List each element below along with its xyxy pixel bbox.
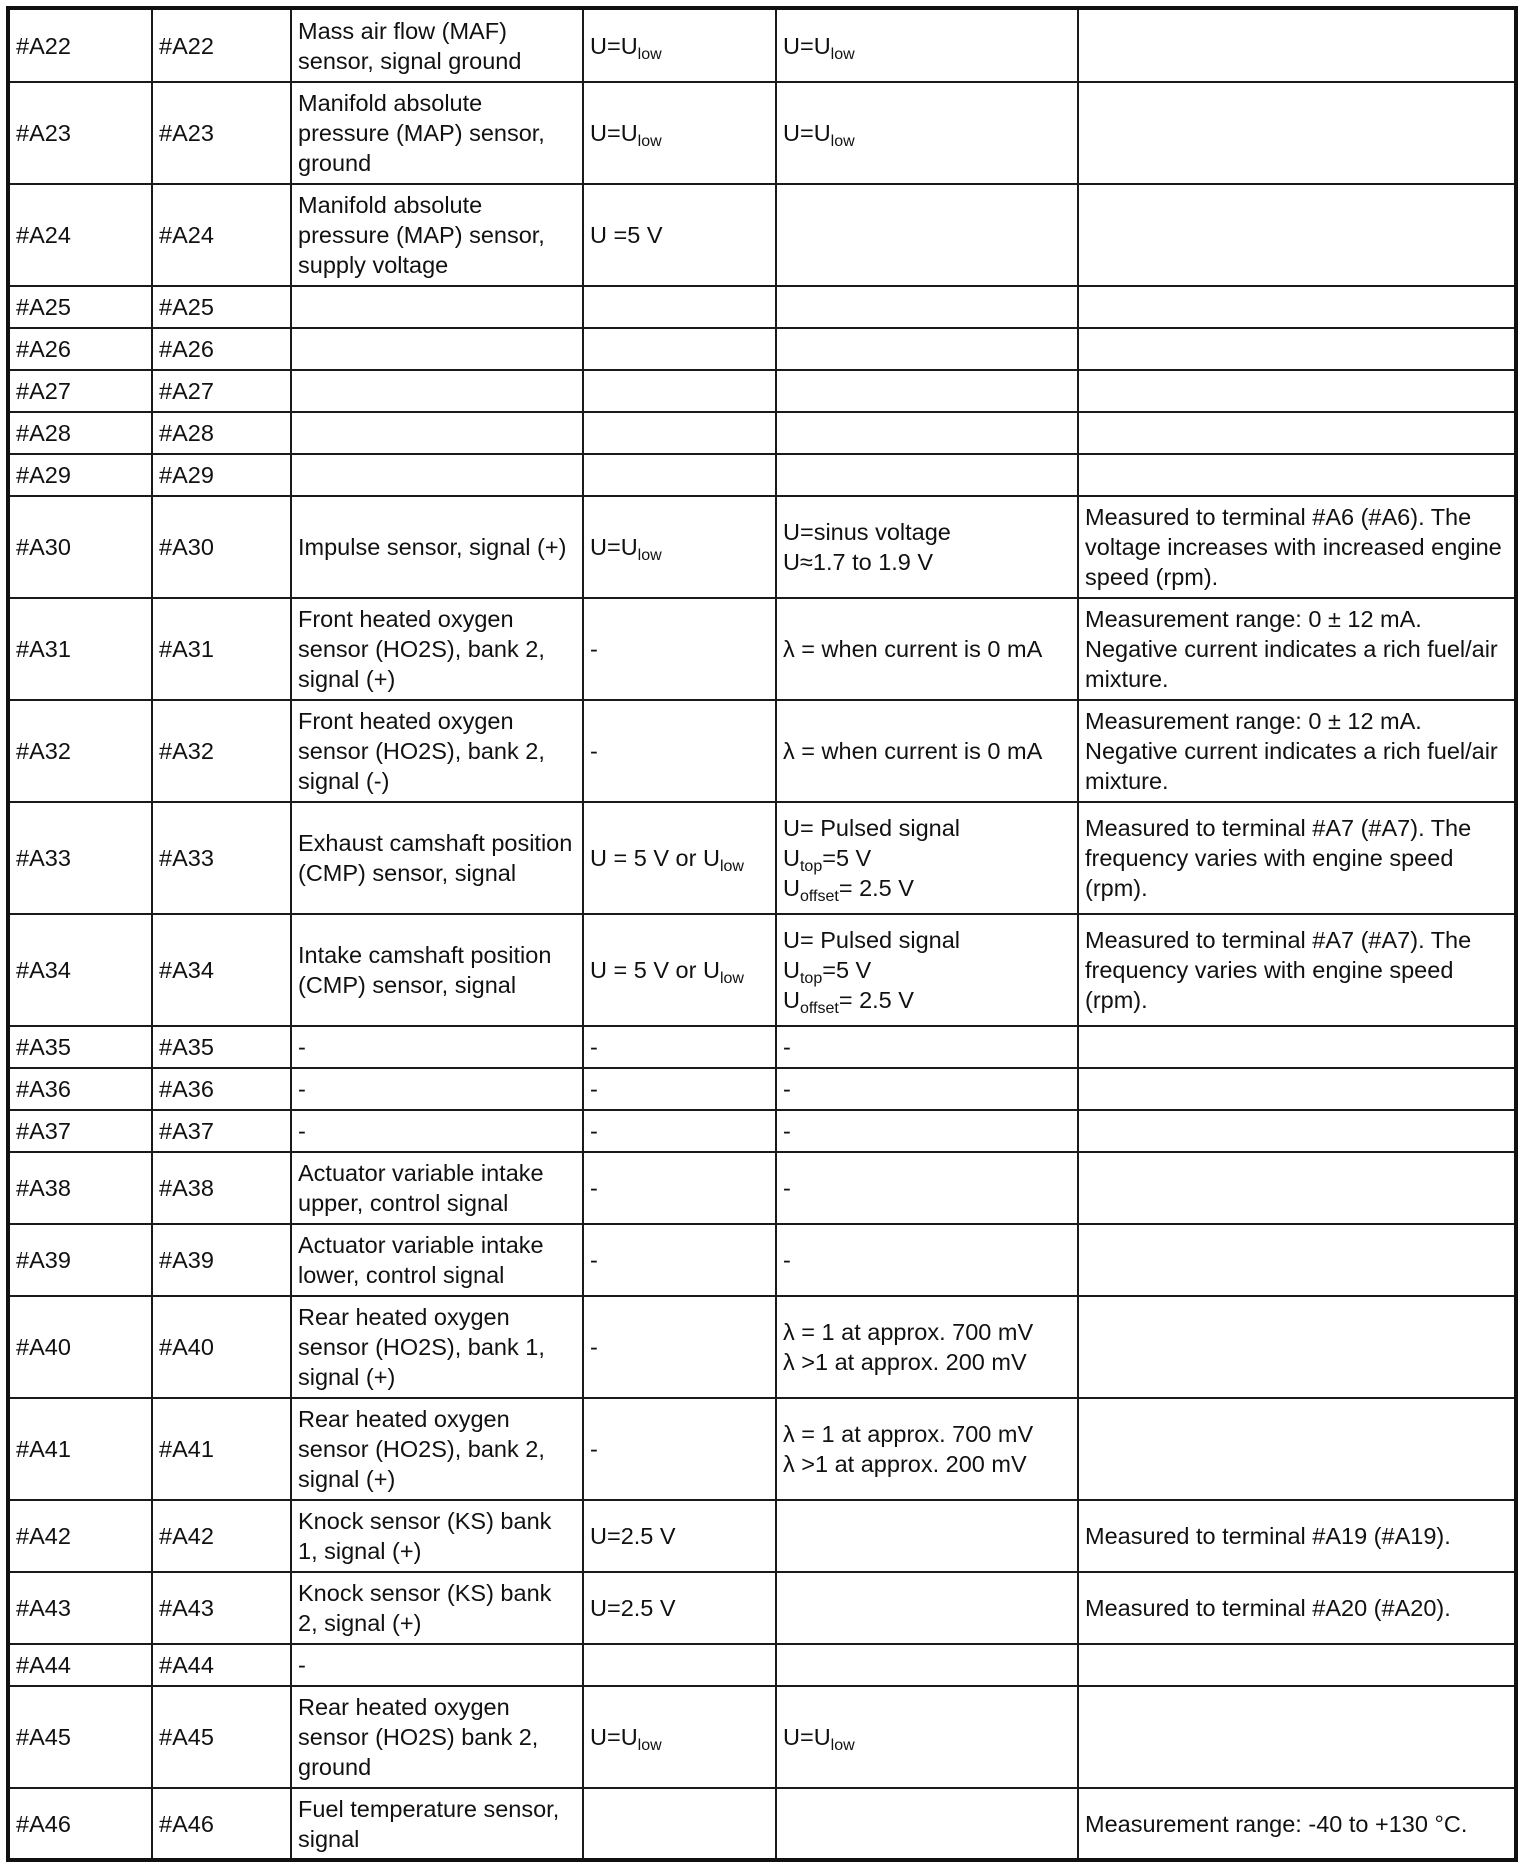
value-text: U	[783, 957, 800, 983]
subscript-text: low	[719, 970, 744, 987]
value-text: -	[590, 1247, 598, 1273]
condition-2-cell	[776, 8, 1078, 82]
pin-a-cell: #A25	[8, 286, 152, 328]
condition-2-cell	[776, 496, 1078, 598]
table-row	[8, 412, 1516, 454]
table-row	[8, 598, 1516, 700]
subscript-text: top	[799, 970, 823, 987]
comment-cell: Measured to terminal #A6 (#A6). The voltage increases with increased engine speed (rpm).	[1078, 496, 1516, 598]
description-cell: Manifold absolute pressure (MAP) sensor, ground	[291, 82, 583, 184]
table-row	[8, 1398, 1516, 1500]
comment-cell	[1078, 1296, 1516, 1398]
condition-1-cell	[583, 1500, 776, 1572]
description-cell: Front heated oxygen sensor (HO2S), bank 2, signal (+)	[291, 598, 583, 700]
value-text: λ = 1 at approx. 700 mV	[783, 1421, 1034, 1447]
condition-line	[783, 1074, 1071, 1104]
pin-b-cell: #A36	[152, 1068, 291, 1110]
comment-cell: Measured to terminal #A7 (#A7). The frequency varies with engine speed (rpm).	[1078, 802, 1516, 914]
condition-2-cell	[776, 598, 1078, 700]
condition-1-cell	[583, 184, 776, 286]
value-text: -	[590, 738, 598, 764]
condition-1-cell	[583, 1110, 776, 1152]
condition-2-cell	[776, 286, 1078, 328]
subscript-text: low	[830, 45, 855, 63]
description-cell: Actuator variable intake lower, control signal	[291, 1224, 583, 1296]
pin-a-cell: #A34	[8, 914, 152, 1026]
condition-2-cell	[776, 1572, 1078, 1644]
condition-1-cell	[583, 700, 776, 802]
condition-1-cell	[583, 1296, 776, 1398]
condition-2-cell	[776, 1788, 1078, 1860]
condition-1-cell	[583, 598, 776, 700]
value-text: λ = when current is 0 mA	[783, 636, 1043, 662]
pin-a-cell: #A43	[8, 1572, 152, 1644]
condition-2-cell	[776, 454, 1078, 496]
description-cell: Actuator variable intake upper, control signal	[291, 1152, 583, 1224]
pin-b-cell: #A28	[152, 412, 291, 454]
pin-a-cell: #A36	[8, 1068, 152, 1110]
condition-line	[783, 813, 1071, 843]
table-row	[8, 1686, 1516, 1788]
value-text: -	[783, 1034, 791, 1060]
pin-b-cell: #A29	[152, 454, 291, 496]
pin-b-cell: #A43	[152, 1572, 291, 1644]
condition-2-cell	[776, 1026, 1078, 1068]
condition-1-cell	[583, 496, 776, 598]
condition-1-cell	[583, 1398, 776, 1500]
pin-b-cell: #A25	[152, 286, 291, 328]
comment-cell	[1078, 412, 1516, 454]
value-text: U	[783, 875, 800, 901]
pin-b-cell: #A27	[152, 370, 291, 412]
comment-cell	[1078, 286, 1516, 328]
value-text: =5 V	[822, 845, 872, 871]
pin-b-cell: #A30	[152, 496, 291, 598]
condition-line	[783, 1173, 1071, 1203]
description-cell: Mass air flow (MAF) sensor, signal ground	[291, 8, 583, 82]
value-text: λ >1 at approx. 200 mV	[783, 1451, 1027, 1477]
description-cell: Front heated oxygen sensor (HO2S), bank 2, signal (-)	[291, 700, 583, 802]
pin-a-cell: #A30	[8, 496, 152, 598]
table-row	[8, 1296, 1516, 1398]
condition-line	[783, 1317, 1071, 1347]
comment-cell	[1078, 1026, 1516, 1068]
condition-2-cell	[776, 370, 1078, 412]
value-text: -	[590, 1118, 598, 1144]
condition-1-cell	[583, 370, 776, 412]
pin-a-cell: #A44	[8, 1644, 152, 1686]
table-row	[8, 1500, 1516, 1572]
condition-line	[783, 985, 1071, 1015]
comment-cell	[1078, 1110, 1516, 1152]
condition-line	[783, 517, 1071, 547]
pin-b-cell: #A39	[152, 1224, 291, 1296]
value-text: U = 5 V or U	[590, 957, 720, 983]
table-row	[8, 184, 1516, 286]
condition-2-cell	[776, 184, 1078, 286]
subscript-text: offset	[799, 888, 839, 905]
description-cell: Manifold absolute pressure (MAP) sensor, supply voltage	[291, 184, 583, 286]
condition-line	[783, 118, 1071, 148]
condition-line	[783, 1722, 1071, 1752]
description-cell: Rear heated oxygen sensor (HO2S) bank 2, ground	[291, 1686, 583, 1788]
condition-1-cell	[583, 1644, 776, 1686]
table-row	[8, 1110, 1516, 1152]
comment-cell: Measured to terminal #A20 (#A20).	[1078, 1572, 1516, 1644]
condition-1-cell	[583, 328, 776, 370]
description-cell: Exhaust camshaft position (CMP) sensor, signal	[291, 802, 583, 914]
condition-line	[783, 1116, 1071, 1146]
condition-2-cell	[776, 700, 1078, 802]
comment-cell: Measurement range: 0 ± 12 mA. Negative current indicates a rich fuel/air mixture.	[1078, 598, 1516, 700]
comment-cell: Measured to terminal #A7 (#A7). The frequency varies with engine speed (rpm).	[1078, 914, 1516, 1026]
comment-cell	[1078, 1686, 1516, 1788]
pin-a-cell: #A37	[8, 1110, 152, 1152]
condition-2-cell	[776, 412, 1078, 454]
pin-b-cell: #A37	[152, 1110, 291, 1152]
comment-cell	[1078, 8, 1516, 82]
condition-2-cell	[776, 82, 1078, 184]
comment-cell	[1078, 370, 1516, 412]
table-row	[8, 496, 1516, 598]
value-text: U≈1.7 to 1.9 V	[783, 549, 934, 575]
value-text: U=U	[590, 32, 638, 59]
table-row	[8, 286, 1516, 328]
description-cell: -	[291, 1110, 583, 1152]
table-row	[8, 370, 1516, 412]
pin-b-cell: #A41	[152, 1398, 291, 1500]
condition-1-cell	[583, 454, 776, 496]
table-row	[8, 1068, 1516, 1110]
pin-b-cell: #A31	[152, 598, 291, 700]
description-cell	[291, 454, 583, 496]
description-cell	[291, 370, 583, 412]
description-cell: -	[291, 1068, 583, 1110]
comment-cell: Measurement range: -40 to +130 °C.	[1078, 1788, 1516, 1860]
description-cell: Knock sensor (KS) bank 2, signal (+)	[291, 1572, 583, 1644]
comment-cell	[1078, 454, 1516, 496]
description-cell: Rear heated oxygen sensor (HO2S), bank 1, signal (+)	[291, 1296, 583, 1398]
pin-a-cell: #A29	[8, 454, 152, 496]
condition-2-cell	[776, 1152, 1078, 1224]
value-text: U =5 V	[590, 222, 663, 248]
condition-line	[783, 925, 1071, 955]
condition-2-cell	[776, 1500, 1078, 1572]
value-text: = 2.5 V	[838, 875, 914, 901]
subscript-text: low	[830, 1737, 855, 1754]
value-text: U=2.5 V	[590, 1523, 676, 1549]
pinout-table	[6, 6, 1518, 1862]
value-text: U = 5 V or U	[590, 845, 720, 871]
value-text: -	[783, 1175, 791, 1201]
pin-a-cell: #A26	[8, 328, 152, 370]
value-text: U=2.5 V	[590, 1595, 676, 1621]
table-row	[8, 1026, 1516, 1068]
comment-cell: Measurement range: 0 ± 12 mA. Negative current indicates a rich fuel/air mixture.	[1078, 700, 1516, 802]
condition-2-cell	[776, 1686, 1078, 1788]
condition-line	[783, 955, 1071, 985]
condition-1-cell	[583, 914, 776, 1026]
description-cell: -	[291, 1026, 583, 1068]
description-cell: Intake camshaft position (CMP) sensor, signal	[291, 914, 583, 1026]
condition-line	[783, 843, 1071, 873]
pin-a-cell: #A32	[8, 700, 152, 802]
value-text: U= Pulsed signal	[783, 927, 961, 953]
pin-a-cell: #A46	[8, 1788, 152, 1860]
description-cell	[291, 328, 583, 370]
pin-b-cell: #A46	[152, 1788, 291, 1860]
pin-a-cell: #A22	[8, 8, 152, 82]
comment-cell	[1078, 328, 1516, 370]
pin-a-cell: #A31	[8, 598, 152, 700]
value-text: = 2.5 V	[838, 987, 914, 1013]
table-row	[8, 1572, 1516, 1644]
comment-cell	[1078, 1398, 1516, 1500]
condition-line	[783, 873, 1071, 903]
table-row	[8, 1788, 1516, 1860]
value-text: -	[590, 1034, 598, 1060]
table-body	[8, 8, 1516, 1860]
pin-a-cell: #A27	[8, 370, 152, 412]
condition-2-cell	[776, 802, 1078, 914]
condition-1-cell	[583, 1686, 776, 1788]
value-text: -	[590, 1334, 598, 1360]
subscript-text: low	[637, 45, 662, 63]
table-row	[8, 454, 1516, 496]
value-text: U=U	[783, 32, 831, 59]
pin-a-cell: #A39	[8, 1224, 152, 1296]
pin-a-cell: #A24	[8, 184, 152, 286]
subscript-text: top	[799, 858, 823, 875]
table-row	[8, 1224, 1516, 1296]
table-row	[8, 328, 1516, 370]
pin-a-cell: #A41	[8, 1398, 152, 1500]
value-text: U	[783, 845, 800, 871]
description-cell: Fuel temperature sensor, signal	[291, 1788, 583, 1860]
pin-b-cell: #A40	[152, 1296, 291, 1398]
value-text: U=U	[590, 120, 638, 146]
pin-b-cell: #A34	[152, 914, 291, 1026]
condition-1-cell	[583, 8, 776, 82]
value-text: -	[783, 1076, 791, 1102]
value-text: U=U	[590, 1724, 638, 1750]
table-row	[8, 802, 1516, 914]
value-text: U=U	[590, 534, 638, 560]
condition-2-cell	[776, 1224, 1078, 1296]
condition-2-cell	[776, 1110, 1078, 1152]
pin-b-cell: #A33	[152, 802, 291, 914]
pin-a-cell: #A35	[8, 1026, 152, 1068]
pin-b-cell: #A24	[152, 184, 291, 286]
pin-a-cell: #A40	[8, 1296, 152, 1398]
condition-line	[783, 1347, 1071, 1377]
value-text: -	[783, 1247, 791, 1273]
condition-line	[783, 1419, 1071, 1449]
pin-b-cell: #A42	[152, 1500, 291, 1572]
comment-cell	[1078, 184, 1516, 286]
table-row	[8, 1152, 1516, 1224]
pin-b-cell: #A26	[152, 328, 291, 370]
pin-b-cell: #A35	[152, 1026, 291, 1068]
condition-2-cell	[776, 1296, 1078, 1398]
subscript-text: low	[719, 858, 744, 875]
condition-2-cell	[776, 1644, 1078, 1686]
pin-a-cell: #A38	[8, 1152, 152, 1224]
pin-a-cell: #A45	[8, 1686, 152, 1788]
condition-1-cell	[583, 1026, 776, 1068]
pin-b-cell: #A32	[152, 700, 291, 802]
description-cell: -	[291, 1644, 583, 1686]
value-text: -	[590, 636, 598, 662]
pin-a-cell: #A23	[8, 82, 152, 184]
description-cell: Knock sensor (KS) bank 1, signal (+)	[291, 1500, 583, 1572]
subscript-text: offset	[799, 1000, 839, 1017]
condition-line	[783, 1245, 1071, 1275]
condition-1-cell	[583, 1224, 776, 1296]
comment-cell	[1078, 1068, 1516, 1110]
condition-2-cell	[776, 1068, 1078, 1110]
value-text: λ = 1 at approx. 700 mV	[783, 1319, 1034, 1345]
pin-a-cell: #A28	[8, 412, 152, 454]
comment-cell	[1078, 1224, 1516, 1296]
comment-cell	[1078, 1152, 1516, 1224]
pin-b-cell: #A23	[152, 82, 291, 184]
description-cell	[291, 286, 583, 328]
condition-1-cell	[583, 1788, 776, 1860]
condition-1-cell	[583, 412, 776, 454]
comment-cell: Measured to terminal #A19 (#A19).	[1078, 1500, 1516, 1572]
comment-cell	[1078, 82, 1516, 184]
value-text: -	[590, 1175, 598, 1201]
pin-b-cell: #A45	[152, 1686, 291, 1788]
pin-a-cell: #A33	[8, 802, 152, 914]
subscript-text: low	[637, 133, 662, 150]
subscript-text: low	[637, 1737, 662, 1754]
value-text: -	[783, 1118, 791, 1144]
table-row	[8, 8, 1516, 82]
table-row	[8, 700, 1516, 802]
subscript-text: low	[830, 133, 855, 150]
value-text: λ >1 at approx. 200 mV	[783, 1349, 1027, 1375]
description-cell: Rear heated oxygen sensor (HO2S), bank 2, signal (+)	[291, 1398, 583, 1500]
table-row	[8, 914, 1516, 1026]
condition-line	[783, 1449, 1071, 1479]
value-text: =5 V	[822, 957, 872, 983]
condition-1-cell	[583, 1068, 776, 1110]
condition-1-cell	[583, 802, 776, 914]
pin-b-cell: #A38	[152, 1152, 291, 1224]
pin-b-cell: #A22	[152, 8, 291, 82]
condition-2-cell	[776, 1398, 1078, 1500]
comment-cell	[1078, 1644, 1516, 1686]
pin-a-cell: #A42	[8, 1500, 152, 1572]
condition-2-cell	[776, 328, 1078, 370]
table-row	[8, 82, 1516, 184]
description-cell: Impulse sensor, signal (+)	[291, 496, 583, 598]
condition-1-cell	[583, 1152, 776, 1224]
condition-1-cell	[583, 1572, 776, 1644]
value-text: -	[590, 1436, 598, 1462]
condition-line	[783, 634, 1071, 664]
value-text: U=sinus voltage	[783, 519, 951, 545]
condition-2-cell	[776, 914, 1078, 1026]
subscript-text: low	[637, 547, 662, 564]
value-text: U=U	[783, 120, 831, 146]
value-text: U= Pulsed signal	[783, 815, 961, 841]
value-text: λ = when current is 0 mA	[783, 738, 1043, 764]
condition-1-cell	[583, 286, 776, 328]
condition-line	[783, 736, 1071, 766]
condition-1-cell	[583, 82, 776, 184]
description-cell	[291, 412, 583, 454]
value-text: -	[590, 1076, 598, 1102]
value-text: U	[783, 987, 800, 1013]
table-row	[8, 1644, 1516, 1686]
condition-line	[783, 547, 1071, 577]
value-text: U=U	[783, 1724, 831, 1750]
pin-b-cell: #A44	[152, 1644, 291, 1686]
condition-line	[783, 31, 1071, 61]
condition-line	[783, 1032, 1071, 1062]
